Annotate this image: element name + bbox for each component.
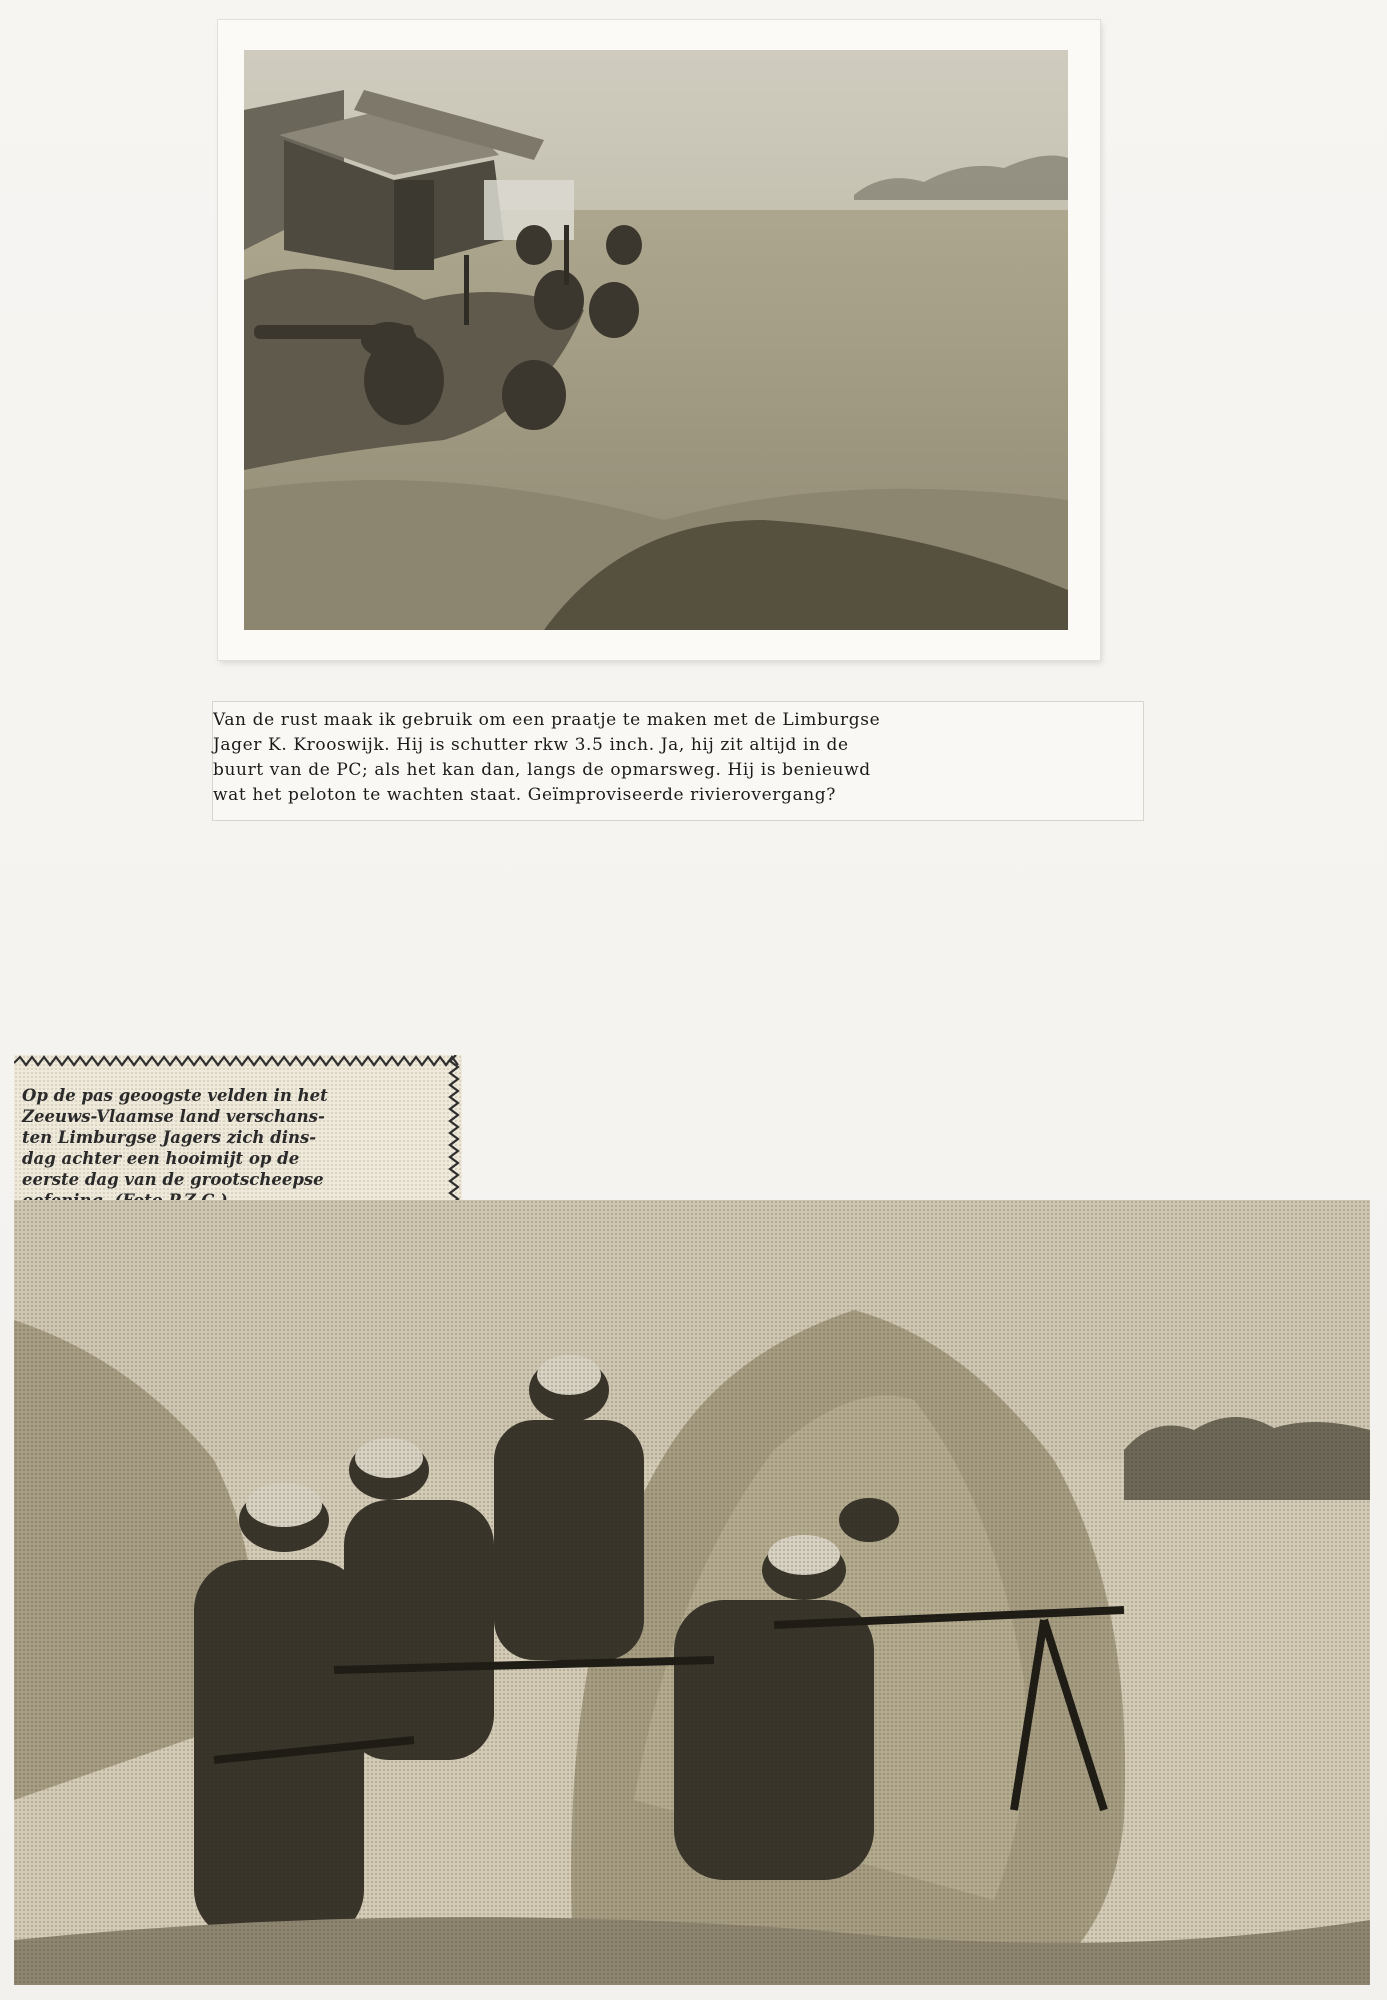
photograph-icon <box>14 1200 1370 1985</box>
newspaper-caption-clipping <box>14 1055 462 1223</box>
zigzag-border-icon <box>14 1055 462 1069</box>
top-photo-frame <box>218 20 1100 660</box>
caption-text: Van de rust maak ik gebruik om een praatje te maken met de Limburgse Jager K. Krooswijk. Hij is schutter rkw 3.5 inch. Ja, hij zit altijd in de buurt van de PC; als het kan dan, langs de opmarsweg. Hij is benieuwd wat het peloton te wachten staat. Geïmproviseerde rivierovergang? <box>213 710 881 805</box>
photograph-icon <box>244 50 1068 630</box>
zigzag-border-icon <box>448 1055 462 1223</box>
typed-caption-clipping <box>213 702 1143 820</box>
newspaper-photo-soldiers-haystack <box>14 1200 1370 1985</box>
top-photo-soldiers-in-field <box>244 50 1068 630</box>
newspaper-caption-text: Op de pas geoogste velden in het Zeeuws-Vlaamse land verschans- ten Limburgse Jagers zich dins- dag achter een hooimijt op de eerste dag van de grootscheepse <box>22 1086 328 1189</box>
